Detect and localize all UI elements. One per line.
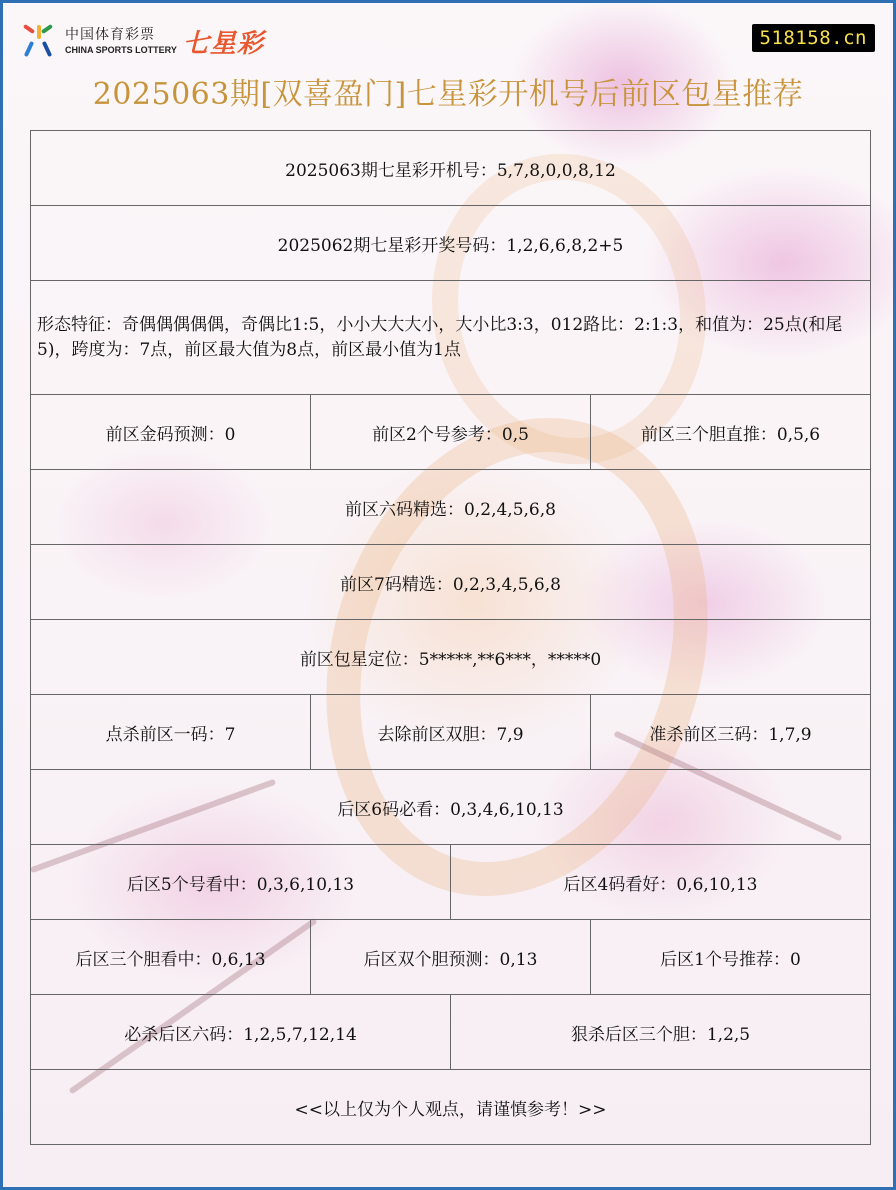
back-five-numbers: 后区5个号看中：0,3,6,10,13	[31, 845, 451, 920]
front-six-codes: 前区六码精选：0,2,4,5,6,8	[31, 470, 871, 545]
front-position-pick: 前区包星定位：5*****,**6***，*****0	[31, 620, 871, 695]
back-kill-six: 必杀后区六码：1,2,5,7,12,14	[31, 995, 451, 1070]
table-row	[31, 995, 871, 1070]
front-remove-two: 去除前区双胆：7,9	[311, 695, 591, 770]
draw-machine-numbers: 2025063期七星彩开机号：5,7,8,0,0,8,12	[31, 131, 871, 206]
front-seven-codes: 前区7码精选：0,2,3,4,5,6,8	[31, 545, 871, 620]
front-kill-three: 准杀前区三码：1,7,9	[591, 695, 871, 770]
back-kill-three: 狠杀后区三个胆：1,2,5	[451, 995, 871, 1070]
logo-brand-text: 七星彩	[182, 28, 264, 59]
front-two-numbers: 前区2个号参考：0,5	[311, 395, 591, 470]
table-row	[31, 131, 871, 206]
table-row	[31, 620, 871, 695]
front-gold-code: 前区金码预测：0	[31, 395, 311, 470]
back-six-codes: 后区6码必看：0,3,4,6,10,13	[31, 770, 871, 845]
logo-cn-text: 中国体育彩票	[65, 26, 155, 43]
table-row	[31, 695, 871, 770]
lottery-star-icon	[21, 23, 57, 59]
back-three-bankers: 后区三个胆看中：0,6,13	[31, 920, 311, 995]
table-row	[31, 770, 871, 845]
table-row	[31, 1070, 871, 1145]
front-kill-one: 点杀前区一码：7	[31, 695, 311, 770]
lottery-logo	[21, 21, 264, 61]
pattern-features: 形态特征：奇偶偶偶偶偶，奇偶比1:5，小小大大大小，大小比3:3，012路比：2:1:3，和值为：25点(和尾5)，跨度为：7点，前区最大值为8点，前区最小值为1点	[31, 281, 871, 395]
front-three-bankers: 前区三个胆直推：0,5,6	[591, 395, 871, 470]
back-four-codes: 后区4码看好：0,6,10,13	[451, 845, 871, 920]
table-row	[31, 845, 871, 920]
table-row	[31, 545, 871, 620]
table-row	[31, 281, 871, 395]
logo-en-text: CHINA SPORTS LOTTERY	[65, 44, 177, 55]
prediction-table	[30, 130, 871, 1145]
logo-text	[65, 28, 177, 55]
site-badge[interactable]: 518158.cn	[752, 24, 875, 52]
table-row	[31, 206, 871, 281]
disclaimer: <<以上仅为个人观点，请谨慎参考！>>	[31, 1070, 871, 1145]
page-title: 2025063期[双喜盈门]七星彩开机号后前区包星推荐	[92, 77, 804, 112]
table-row	[31, 395, 871, 470]
table-row	[31, 470, 871, 545]
table-row	[31, 920, 871, 995]
back-two-bankers: 后区双个胆预测：0,13	[311, 920, 591, 995]
back-one-number: 后区1个号推荐：0	[591, 920, 871, 995]
previous-draw-result: 2025062期七星彩开奖号码：1,2,6,6,8,2+5	[31, 206, 871, 281]
